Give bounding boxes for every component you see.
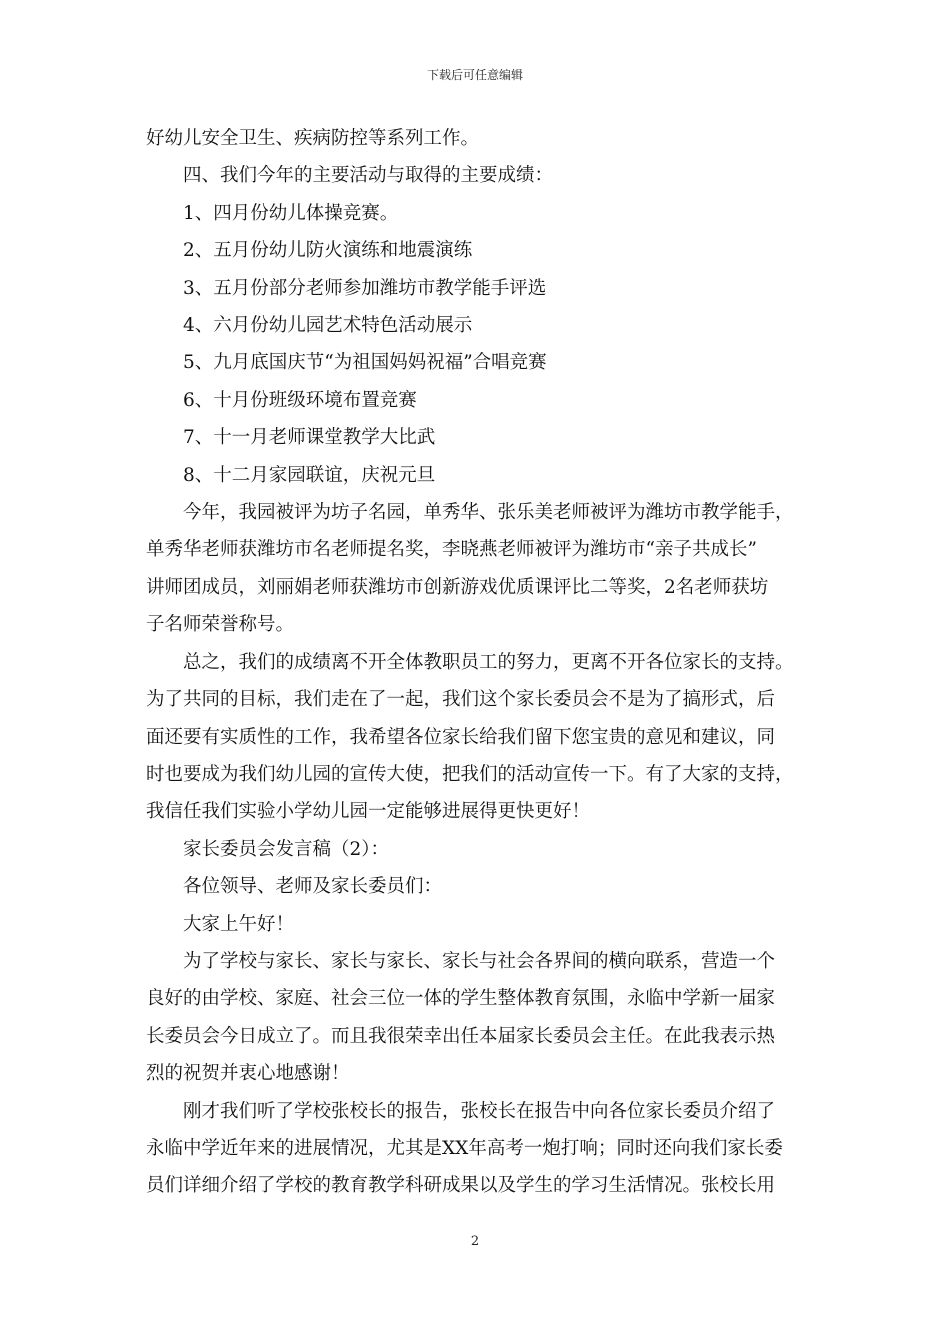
- text-line: 时也要成为我们幼儿园的宣传大使，把我们的活动宣传一下。有了大家的支持，: [146, 763, 794, 785]
- text-line: 面还要有实质性的工作，我希望各位家长给我们留下您宝贵的意见和建议，同: [146, 726, 776, 748]
- text-line: 子名师荣誉称号。: [146, 614, 295, 636]
- text-line: 8、十二月家园联谊，庆祝元旦: [183, 464, 436, 486]
- text-line: 好幼儿安全卫生、疾病防控等系列工作。: [146, 128, 480, 149]
- text-line: 单秀华老师获潍坊市名老师提名奖，李晓燕老师被评为潍坊市“亲子共成长”: [146, 539, 757, 561]
- text-line: 总之，我们的成绩离不开全体教职员工的努力，更离不开各位家长的支持。: [183, 651, 794, 673]
- document-body: [146, 120, 808, 1205]
- text-line: 5、九月底国庆节“为祖国妈妈祝福”合唱竞赛: [183, 352, 547, 374]
- text-line: 各位领导、老师及家长委员们：: [183, 876, 443, 898]
- text-line: 我信任我们实验小学幼儿园一定能够进展得更快更好！: [146, 801, 591, 823]
- text-line: 烈的祝贺并衷心地感谢！: [146, 1063, 350, 1085]
- text-line: 良好的由学校、家庭、社会三位一体的学生整体教育氛围，永临中学新一届家: [146, 988, 776, 1010]
- text-line: 员们详细介绍了学校的教育教学科研成果以及学生的学习生活情况。张校长用: [146, 1175, 776, 1197]
- page-header: 下载后可任意编辑: [426, 68, 523, 82]
- text-line: 3、五月份部分老师参加潍坊市教学能手评选: [183, 277, 547, 299]
- text-line: 1、四月份幼儿体操竞赛。: [183, 202, 399, 224]
- text-line: 4、六月份幼儿园艺术特色活动展示: [183, 315, 473, 337]
- text-line: 长委员会今日成立了。而且我很荣幸出任本届家长委员会主任。在此我表示热: [146, 1025, 776, 1047]
- text-line: 为了学校与家长、家长与家长、家长与社会各界间的横向联系，营造一个: [183, 950, 776, 972]
- text-line: 永临中学近年来的进展情况，尤其是XX年高考一炮打响；同时还向我们家长委: [146, 1137, 783, 1159]
- text-line: 7、十一月老师课堂教学大比武: [183, 427, 436, 449]
- text-line: 刚才我们听了学校张校长的报告，张校长在报告中向各位家长委员介绍了: [183, 1100, 776, 1122]
- text-line: 2、五月份幼儿防火演练和地震演练: [183, 240, 473, 262]
- page-number: 2: [470, 1234, 480, 1249]
- text-line: 今年，我园被评为坊子名园，单秀华、张乐美老师被评为潍坊市教学能手，: [183, 502, 794, 524]
- text-line: 四、我们今年的主要活动与取得的主要成绩：: [183, 165, 554, 187]
- text-line: 家长委员会发言稿（2）：: [183, 838, 390, 860]
- text-line: 为了共同的目标，我们走在了一起，我们这个家长委员会不是为了搞形式，后: [146, 689, 776, 711]
- text-line: 6、十月份班级环境布置竞赛: [183, 389, 417, 411]
- text-line: 讲师团成员，刘丽娟老师获潍坊市创新游戏优质课评比二等奖，2名老师获坊: [146, 576, 769, 598]
- text-line: 大家上午好！: [183, 913, 295, 935]
